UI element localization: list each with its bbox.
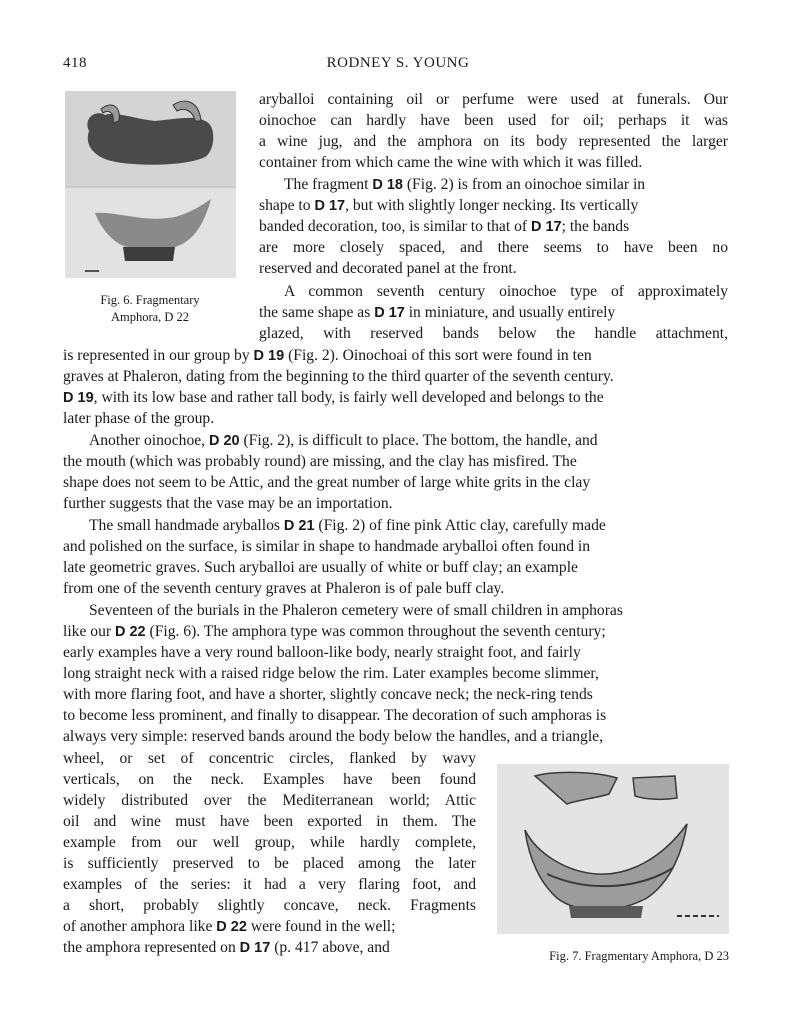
text-line: reserved and decorated panel at the front. (259, 260, 517, 277)
figure-6-caption-line1: Fig. 6. Fragmentary (100, 293, 200, 307)
text-line: A common seventh century oinochoe type of approximately (284, 283, 728, 300)
text-line: early examples have a very round balloon-like body, nearly straight foot, and fairly (63, 644, 581, 661)
text-line: The fragment D 18 (Fig. 2) is from an oinochoe similar in (284, 176, 646, 193)
amphora-fragments-image (497, 764, 729, 934)
ref-d21: D 21 (283, 518, 315, 534)
ref-d18: D 18 (372, 177, 403, 193)
ref-d19: D 19 (63, 390, 94, 406)
text-line: are more closely spaced, and there seems to have been no (259, 239, 728, 256)
figure-6-photo (65, 91, 236, 278)
text-line: always very simple: reserved bands around the body below the handles, and a triangle, (63, 728, 603, 745)
text-line: glazed, with reserved bands below the handle attachment, (259, 325, 728, 342)
text-line: late geometric graves. Such aryballoi are usually of white or buff clay; an example (63, 559, 578, 576)
text-line: of another amphora like D 22 were found in the well; (63, 918, 396, 935)
ref-d22: D 22 (114, 624, 146, 640)
text-line: to become less prominent, and finally to disappear. The decoration of such amphoras is (63, 707, 607, 724)
text-line: like our D 22 (Fig. 6). The amphora type was common throughout the seventh century; (63, 623, 606, 640)
text-line: wheel, or set of concentric circles, flanked by wavy (63, 750, 476, 767)
text-line: widely distributed over the Mediterranean world; Attic (63, 792, 476, 809)
text-line: further suggests that the vase may be an importation. (63, 495, 393, 512)
text-line: a wine jug, and the amphora on its body represented the larger (259, 133, 728, 150)
ref-d17: D 17 (314, 198, 346, 214)
text-line: verticals, on the neck. Examples have been found (63, 771, 476, 788)
text-line: Seventeen of the burials in the Phaleron cemetery were of small children in amphoras (89, 602, 623, 619)
text-line: the mouth (which was probably round) are missing, and the clay has misfired. The (63, 453, 577, 470)
text-line: is sufficiently preserved to be placed among the later (63, 855, 476, 872)
text-line: the amphora represented on D 17 (p. 417 above, and (63, 939, 390, 956)
text-line: the same shape as D 17 in miniature, and usually entirely (259, 304, 616, 321)
ref-d20: D 20 (208, 433, 240, 449)
text-line: examples of the series: it had a very flaring foot, and (63, 876, 476, 893)
text-line: oil and wine must have been exported in them. The (63, 813, 476, 830)
text-line: The small handmade aryballos D 21 (Fig. 2) of fine pink Attic clay, carefully made (89, 517, 606, 534)
running-title: RODNEY S. YOUNG (326, 55, 470, 71)
figure-7-photo (497, 764, 729, 934)
text-line: is represented in our group by D 19 (Fig. 2). Oinochoai of this sort were found in ten (63, 347, 592, 364)
ref-d17: D 17 (239, 940, 271, 956)
ref-d22: D 22 (216, 919, 247, 935)
text-line: banded decoration, too, is similar to that of D 17; the bands (259, 218, 630, 235)
text-line: later phase of the group. (63, 410, 215, 427)
text-line: oinochoe can hardly have been used for oil; perhaps it was (259, 112, 728, 129)
text-line: shape to D 17, but with slightly longer necking. Its vertically (259, 197, 639, 214)
text-line: graves at Phaleron, dating from the beginning to the third quarter of the seventh century. (63, 368, 614, 385)
text-line: shape does not seem to be Attic, and the great number of large white grits in the clay (63, 474, 591, 491)
ref-d17: D 17 (374, 305, 405, 321)
figure-7-caption: Fig. 7. Fragmentary Amphora, D 23 (549, 949, 729, 963)
text-line: Another oinochoe, D 20 (Fig. 2), is difficult to place. The bottom, the handle, and (89, 432, 598, 449)
text-line: D 19, with its low base and rather tall body, is fairly well developed and belongs to the (63, 389, 604, 406)
text-line: container from which came the wine with which it was filled. (259, 154, 643, 171)
figure-6-caption-line2: Amphora, D 22 (110, 310, 190, 324)
amphora-fragments-image (65, 91, 236, 278)
text-line: aryballoi containing oil or perfume were used at funerals. Our (259, 91, 728, 108)
text-line: long straight neck with a raised ridge below the rim. Later examples become slimmer, (63, 665, 599, 682)
text-line: with more flaring foot, and have a shorter, slightly concave neck; the neck-ring tends (63, 686, 593, 703)
text-line: a short, probably slightly concave, neck. Fragments (63, 897, 476, 914)
page-number: 418 (63, 55, 87, 71)
text-line: example from our well group, while hardly complete, (63, 834, 476, 851)
text-line: from one of the seventh century graves at Phaleron is of pale buff clay. (63, 580, 505, 597)
ref-d17: D 17 (530, 219, 562, 235)
ref-d19: D 19 (253, 348, 285, 364)
text-line: and polished on the surface, is similar in shape to handmade aryballoi often found in (63, 538, 591, 555)
